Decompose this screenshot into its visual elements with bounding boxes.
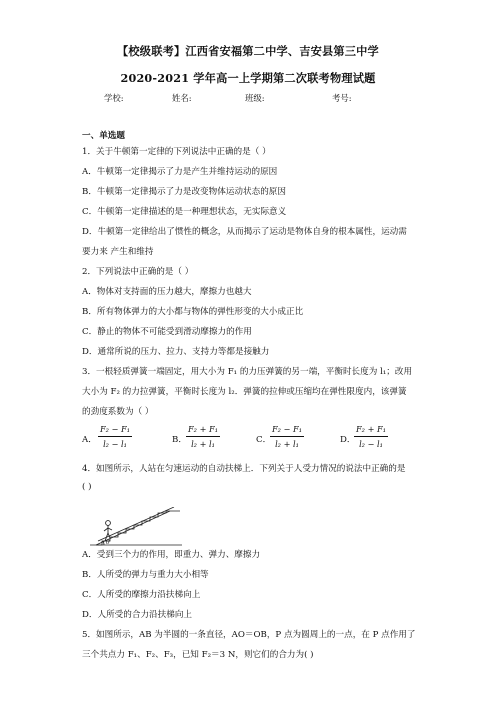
exam-title-line2: 2020-2021 学年高一上学期第二次联考物理试题 xyxy=(120,71,376,85)
school-label: 学校: xyxy=(104,93,124,103)
q2-option-b: B．所有物体弹力的大小都与物体的弹性形变的大小成正比 xyxy=(82,307,304,317)
q3-stem-line1: 3．一根轻质弹簧一端固定，用大小为 F₁ 的力压弹簧的另一端，平衡时长度为 l₁；改用 xyxy=(82,367,413,377)
q1-option-b: B．牛顿第一定律揭示了力是改变物体运动状态的原因 xyxy=(82,187,286,197)
q4-option-d: D．人所受的合力沿扶梯向上 xyxy=(82,610,193,620)
q2-option-c: C．静止的物体不可能受到滑动摩擦力的作用 xyxy=(82,327,252,337)
q3-option-b-fraction xyxy=(186,424,220,449)
fraction-denominator: l₂ + l₁ xyxy=(191,439,215,449)
q3-option-c-fraction xyxy=(270,424,304,449)
q4-stem-line1: 4．如图所示，人站在匀速运动的自动扶梯上．下列关于人受力情况的说法中正确的是 xyxy=(82,464,406,474)
q3-options xyxy=(82,424,422,454)
q3-option-a-fraction xyxy=(98,424,132,449)
q1-option-d-line1: D．牛顿第一定律给出了惯性的概念，从而揭示了运动是物体自身的根本属性，运动需 xyxy=(82,227,407,237)
q3-option-d-letter: D． xyxy=(340,435,356,445)
q3-option-c-letter: C． xyxy=(256,435,272,445)
fraction-numerator: F₂ − F₁ xyxy=(270,424,304,437)
fraction-denominator: l₂ + l₁ xyxy=(275,439,299,449)
q1-stem: 1．关于牛顿第一定律的下列说法中正确的是（ ） xyxy=(82,147,271,157)
q2-stem: 2．下列说法中正确的是（ ） xyxy=(82,267,194,277)
q1-option-d-line2: 要力来 产生和维持 xyxy=(82,247,154,257)
q1-option-c: C．牛顿第一定律描述的是一种理想状态，无实际意义 xyxy=(82,207,287,217)
q5-stem-line1: 5．如图所示，AB 为半圆的一条直径，AO＝OB，P 点为圆周上的一点，在 P 点作用了 xyxy=(82,630,416,640)
fraction-numerator: F₂ + F₁ xyxy=(186,424,220,437)
exam-title-line1: 【校级联考】江西省安福第二中学、吉安县第三中学 xyxy=(117,44,379,58)
class-label: 班级: xyxy=(245,93,265,103)
angle-label: θ xyxy=(106,539,110,546)
q1-option-a: A．牛顿第一定律揭示了力是产生并维持运动的原因 xyxy=(82,167,278,177)
escalator-figure xyxy=(88,507,184,547)
fraction-numerator: F₂ + F₁ xyxy=(354,424,388,437)
q3-option-b-letter: B． xyxy=(172,435,187,445)
q4-stem-line2: ( ) xyxy=(82,482,92,492)
q4-option-c: C．人所受的摩擦力沿扶梯向上 xyxy=(82,590,201,600)
section-heading: 一、单选题 xyxy=(82,131,125,141)
q3-option-a-letter: A． xyxy=(82,435,97,445)
exam-number-label: 考号: xyxy=(332,93,352,103)
fraction-numerator: F₂ − F₁ xyxy=(98,424,132,437)
q2-option-d: D．通常所说的压力、拉力、支持力等都是接触力 xyxy=(82,347,270,357)
q4-option-a: A．受到三个力的作用，即重力、弹力、摩擦力 xyxy=(82,550,261,560)
q2-option-a: A．物体对支持面的压力越大，摩擦力也越大 xyxy=(82,287,252,297)
q4-option-b: B．人所受的弹力与重力大小相等 xyxy=(82,570,209,580)
q3-stem-line3: 的劲度系数为（ ） xyxy=(82,407,154,417)
fraction-denominator: l₂ − l₁ xyxy=(359,439,383,449)
fraction-denominator: l₂ − l₁ xyxy=(103,439,127,449)
q3-stem-line2: 大小为 F₂ 的力拉弹簧，平衡时长度为 l₂．弹簧的拉伸或压缩均在弹性限度内，该弹簧 xyxy=(82,387,407,397)
q5-stem-line2: 三个共点力 F₁、F₂、F₃，已知 F₂＝3 N，则它们的合力为( ) xyxy=(82,650,314,660)
name-label: 姓名: xyxy=(172,93,192,103)
q3-option-d-fraction xyxy=(354,424,388,449)
